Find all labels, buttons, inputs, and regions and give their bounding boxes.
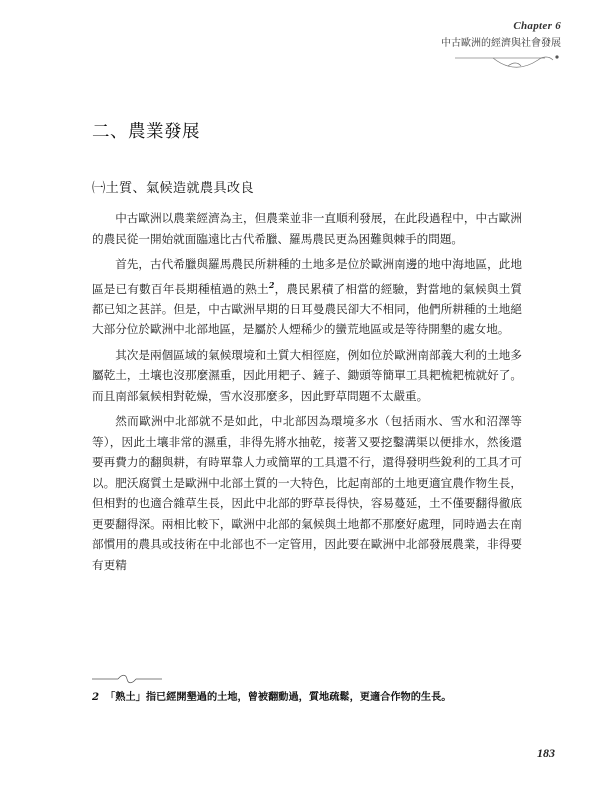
chapter-title: 中古歐洲的經濟與社會發展: [441, 38, 561, 49]
chapter-label: Chapter 6: [513, 20, 561, 32]
paragraph: 然而歐洲中北部就不是如此，中北部因為環境多水（包括雨水、雪水和沼澤等等），因此土壤非常的濕重，非得先將水抽乾，接著又要挖鑿溝渠以便排水，然後還要再費力的翻與耕，有時單靠人力或簡單的工具還不行，還得發明些銳利的工具才可以。肥沃腐質土是歐洲中北部土質的一大特色，比起南部的土地更適宜農作物生長，但相對的也適合雜草生長，因此中北部的野草長得快，容易蔓延，土不僅要翻得徹底更要翻得深。兩相比較下，歐洲中北部的氣候與土地都不那麼好處理，同時過去在南部慣用的農具或技術在中北部也不一定管用，因此要在歐洲中北部發展農業，非得要有更精: [92, 414, 522, 572]
footnote: [92, 688, 532, 703]
paragraph: 其次是兩個區域的氣候環境和土質大相徑庭，例如位於歐洲南部義大利的土地多屬乾土，土壤也沒那麼濕重，因此用耙子、鏟子、鋤頭等簡單工具耙梳耙梳就好了。而且南部氣候相對乾燥，雪水沒那麼多，因此野草問題不太嚴重。: [92, 347, 522, 403]
paragraph: 首先，古代希臘與羅馬農民所耕種的土地多是位於歐洲南邊的地中海地區，此地區是已有數百年長期種植過的熟土$^2$，農民累積了相當的經驗，對當地的氣候與土質都已知之甚詳。但是，中古歐洲早期的日耳曼農民卻大不相同，他們所耕種的土地絕大部分位於歐洲中北部地區，是屬於人煙稀少的蠻荒地區或是等待開墾的處女地。: [92, 257, 522, 337]
body-text: [92, 208, 522, 580]
footnote-text: 「熟土」指已經開墾過的土地，曾被翻動過，質地疏鬆，更適合作物的生長。: [105, 691, 452, 703]
header-flourish-ornament: [453, 52, 563, 74]
paragraph: 中古歐洲以農業經濟為主，但農業並非一直順利發展，在此段過程中，中古歐洲的農民從一開始就面臨遠比古代希臘、羅馬農民更為困難與棘手的問題。: [92, 211, 522, 246]
footnote-divider: [92, 674, 162, 684]
footnote-number: 2: [92, 691, 100, 703]
footnote-reference: 2: [268, 279, 275, 290]
section-title: 二、農業發展: [92, 122, 200, 142]
subsection-title: ㈠土質、氣候造就農具改良: [92, 181, 254, 196]
running-header: [441, 20, 561, 49]
page-number: 183: [537, 746, 555, 760]
